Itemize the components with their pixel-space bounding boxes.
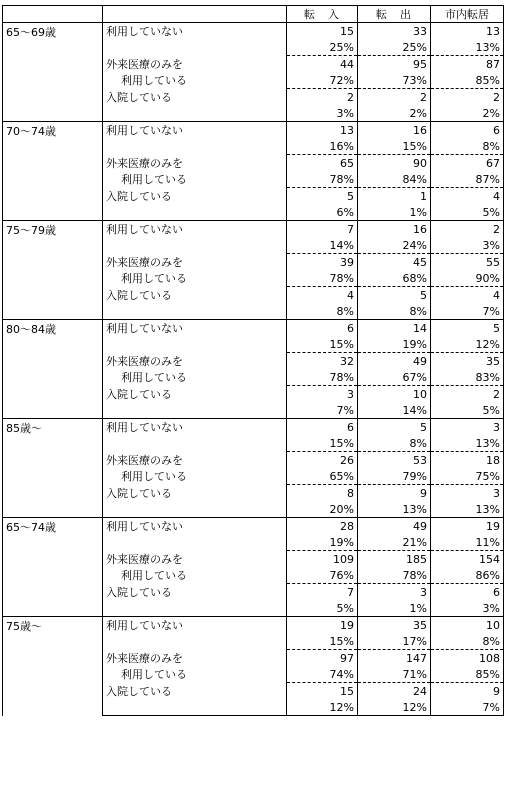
count-move-within-city: 154 <box>431 551 504 568</box>
count-move-in: 109 <box>287 551 358 568</box>
count-move-within-city: 2 <box>431 221 504 238</box>
category-label-cont <box>103 633 287 650</box>
count-move-in: 7 <box>287 221 358 238</box>
header-age <box>3 6 103 23</box>
category-label-cont <box>103 435 287 452</box>
count-move-within-city: 6 <box>431 584 504 601</box>
category-label: 外来医療のみを <box>103 551 287 568</box>
pct-move-out: 8% <box>358 435 431 452</box>
pct-move-in: 3% <box>287 105 358 122</box>
count-move-within-city: 10 <box>431 617 504 634</box>
count-move-within-city: 13 <box>431 23 504 40</box>
count-move-within-city: 87 <box>431 56 504 73</box>
pct-move-in: 78% <box>287 369 358 386</box>
category-label: 利用していない <box>103 320 287 337</box>
table-row <box>3 122 504 139</box>
category-label-cont <box>103 105 287 122</box>
table-row <box>3 419 504 436</box>
category-label: 利用していない <box>103 122 287 139</box>
pct-move-out: 67% <box>358 369 431 386</box>
category-label: 入院している <box>103 287 287 304</box>
pct-move-out: 24% <box>358 237 431 254</box>
category-label-cont: 利用している <box>103 567 287 584</box>
count-move-in: 4 <box>287 287 358 304</box>
count-move-within-city: 3 <box>431 485 504 502</box>
pct-move-out: 84% <box>358 171 431 188</box>
age-group-label: 65～69歳 <box>3 23 103 122</box>
pct-move-within-city: 7% <box>431 303 504 320</box>
age-group-label: 80～84歳 <box>3 320 103 419</box>
pct-move-in: 74% <box>287 666 358 683</box>
count-move-within-city: 2 <box>431 89 504 106</box>
category-label: 入院している <box>103 485 287 502</box>
pct-move-within-city: 5% <box>431 204 504 221</box>
count-move-in: 26 <box>287 452 358 469</box>
table-row <box>3 23 504 40</box>
category-label-cont <box>103 303 287 320</box>
count-move-in: 15 <box>287 23 358 40</box>
pct-move-in: 15% <box>287 435 358 452</box>
category-label-cont: 利用している <box>103 72 287 89</box>
pct-move-within-city: 85% <box>431 72 504 89</box>
pct-move-in: 5% <box>287 600 358 617</box>
count-move-out: 5 <box>358 287 431 304</box>
category-label-cont: 利用している <box>103 369 287 386</box>
category-label: 入院している <box>103 188 287 205</box>
pct-move-within-city: 13% <box>431 501 504 518</box>
pct-move-within-city: 5% <box>431 402 504 419</box>
category-label: 利用していない <box>103 23 287 40</box>
count-move-out: 90 <box>358 155 431 172</box>
count-move-in: 7 <box>287 584 358 601</box>
pct-move-out: 19% <box>358 336 431 353</box>
pct-move-out: 68% <box>358 270 431 287</box>
age-group-label: 85歳～ <box>3 419 103 518</box>
hospital-usage-table <box>2 5 504 716</box>
table-row <box>3 221 504 238</box>
category-label: 外来医療のみを <box>103 155 287 172</box>
count-move-out: 5 <box>358 419 431 436</box>
count-move-within-city: 6 <box>431 122 504 139</box>
pct-move-within-city: 13% <box>431 39 504 56</box>
category-label-cont <box>103 402 287 419</box>
pct-move-out: 15% <box>358 138 431 155</box>
count-move-in: 3 <box>287 386 358 403</box>
count-move-within-city: 4 <box>431 188 504 205</box>
pct-move-within-city: 3% <box>431 237 504 254</box>
pct-move-in: 7% <box>287 402 358 419</box>
count-move-within-city: 55 <box>431 254 504 271</box>
count-move-within-city: 4 <box>431 287 504 304</box>
pct-move-in: 65% <box>287 468 358 485</box>
pct-move-in: 72% <box>287 72 358 89</box>
count-move-out: 1 <box>358 188 431 205</box>
pct-move-in: 16% <box>287 138 358 155</box>
header-move-out: 転 出 <box>358 6 431 23</box>
pct-move-within-city: 12% <box>431 336 504 353</box>
header-move-within-city: 市内転居 <box>431 6 504 23</box>
count-move-out: 35 <box>358 617 431 634</box>
count-move-out: 16 <box>358 122 431 139</box>
count-move-out: 10 <box>358 386 431 403</box>
count-move-within-city: 5 <box>431 320 504 337</box>
pct-move-within-city: 90% <box>431 270 504 287</box>
count-move-out: 16 <box>358 221 431 238</box>
count-move-in: 6 <box>287 419 358 436</box>
pct-move-in: 20% <box>287 501 358 518</box>
count-move-in: 97 <box>287 650 358 667</box>
pct-move-within-city: 83% <box>431 369 504 386</box>
count-move-out: 24 <box>358 683 431 700</box>
category-label-cont: 利用している <box>103 270 287 287</box>
pct-move-within-city: 75% <box>431 468 504 485</box>
pct-move-within-city: 2% <box>431 105 504 122</box>
category-label: 外来医療のみを <box>103 353 287 370</box>
category-label: 利用していない <box>103 518 287 535</box>
pct-move-out: 13% <box>358 501 431 518</box>
count-move-in: 5 <box>287 188 358 205</box>
pct-move-out: 78% <box>358 567 431 584</box>
category-label-cont <box>103 600 287 617</box>
count-move-out: 53 <box>358 452 431 469</box>
pct-move-within-city: 85% <box>431 666 504 683</box>
pct-move-out: 2% <box>358 105 431 122</box>
count-move-within-city: 35 <box>431 353 504 370</box>
age-group-label: 65～74歳 <box>3 518 103 617</box>
count-move-in: 32 <box>287 353 358 370</box>
header-move-in: 転 入 <box>287 6 358 23</box>
age-group-label: 75～79歳 <box>3 221 103 320</box>
category-label: 入院している <box>103 89 287 106</box>
count-move-within-city: 3 <box>431 419 504 436</box>
pct-move-within-city: 11% <box>431 534 504 551</box>
count-move-out: 33 <box>358 23 431 40</box>
table-body <box>3 23 504 716</box>
count-move-in: 28 <box>287 518 358 535</box>
pct-move-out: 1% <box>358 204 431 221</box>
category-label-cont <box>103 39 287 56</box>
pct-move-within-city: 7% <box>431 699 504 716</box>
pct-move-within-city: 13% <box>431 435 504 452</box>
table-row <box>3 320 504 337</box>
count-move-in: 2 <box>287 89 358 106</box>
pct-move-out: 8% <box>358 303 431 320</box>
count-move-in: 6 <box>287 320 358 337</box>
table-row <box>3 518 504 535</box>
count-move-out: 45 <box>358 254 431 271</box>
category-label: 入院している <box>103 386 287 403</box>
pct-move-out: 17% <box>358 633 431 650</box>
count-move-within-city: 67 <box>431 155 504 172</box>
category-label-cont: 利用している <box>103 171 287 188</box>
category-label: 利用していない <box>103 617 287 634</box>
category-label-cont <box>103 501 287 518</box>
table-header <box>3 6 504 23</box>
category-label: 利用していない <box>103 221 287 238</box>
category-label: 利用していない <box>103 419 287 436</box>
pct-move-out: 79% <box>358 468 431 485</box>
pct-move-in: 78% <box>287 171 358 188</box>
age-group-label: 70～74歳 <box>3 122 103 221</box>
pct-move-out: 1% <box>358 600 431 617</box>
count-move-out: 185 <box>358 551 431 568</box>
count-move-out: 2 <box>358 89 431 106</box>
count-move-in: 15 <box>287 683 358 700</box>
pct-move-out: 71% <box>358 666 431 683</box>
category-label-cont: 利用している <box>103 468 287 485</box>
category-label: 外来医療のみを <box>103 650 287 667</box>
pct-move-in: 76% <box>287 567 358 584</box>
header-row <box>3 6 504 23</box>
count-move-out: 14 <box>358 320 431 337</box>
count-move-out: 3 <box>358 584 431 601</box>
pct-move-in: 19% <box>287 534 358 551</box>
count-move-in: 39 <box>287 254 358 271</box>
count-move-out: 147 <box>358 650 431 667</box>
pct-move-in: 25% <box>287 39 358 56</box>
category-label: 外来医療のみを <box>103 56 287 73</box>
table-row <box>3 617 504 634</box>
count-move-in: 44 <box>287 56 358 73</box>
count-move-in: 65 <box>287 155 358 172</box>
category-label-cont <box>103 699 287 716</box>
pct-move-within-city: 8% <box>431 138 504 155</box>
count-move-within-city: 108 <box>431 650 504 667</box>
category-label-cont <box>103 336 287 353</box>
category-label: 外来医療のみを <box>103 254 287 271</box>
pct-move-in: 12% <box>287 699 358 716</box>
category-label-cont: 利用している <box>103 666 287 683</box>
pct-move-out: 21% <box>358 534 431 551</box>
count-move-out: 49 <box>358 353 431 370</box>
count-move-out: 49 <box>358 518 431 535</box>
pct-move-within-city: 3% <box>431 600 504 617</box>
count-move-in: 13 <box>287 122 358 139</box>
pct-move-out: 14% <box>358 402 431 419</box>
count-move-in: 19 <box>287 617 358 634</box>
category-label-cont <box>103 237 287 254</box>
pct-move-out: 25% <box>358 39 431 56</box>
count-move-in: 8 <box>287 485 358 502</box>
category-label: 入院している <box>103 683 287 700</box>
pct-move-out: 12% <box>358 699 431 716</box>
pct-move-in: 78% <box>287 270 358 287</box>
pct-move-within-city: 86% <box>431 567 504 584</box>
pct-move-in: 15% <box>287 633 358 650</box>
category-label: 外来医療のみを <box>103 452 287 469</box>
pct-move-in: 14% <box>287 237 358 254</box>
category-label-cont <box>103 204 287 221</box>
category-label: 入院している <box>103 584 287 601</box>
pct-move-in: 8% <box>287 303 358 320</box>
category-label-cont <box>103 138 287 155</box>
pct-move-within-city: 8% <box>431 633 504 650</box>
header-status <box>103 6 287 23</box>
age-group-label: 75歳～ <box>3 617 103 716</box>
count-move-within-city: 9 <box>431 683 504 700</box>
pct-move-out: 73% <box>358 72 431 89</box>
count-move-out: 95 <box>358 56 431 73</box>
pct-move-in: 15% <box>287 336 358 353</box>
pct-move-within-city: 87% <box>431 171 504 188</box>
pct-move-in: 6% <box>287 204 358 221</box>
count-move-within-city: 19 <box>431 518 504 535</box>
category-label-cont <box>103 534 287 551</box>
count-move-within-city: 2 <box>431 386 504 403</box>
count-move-within-city: 18 <box>431 452 504 469</box>
count-move-out: 9 <box>358 485 431 502</box>
